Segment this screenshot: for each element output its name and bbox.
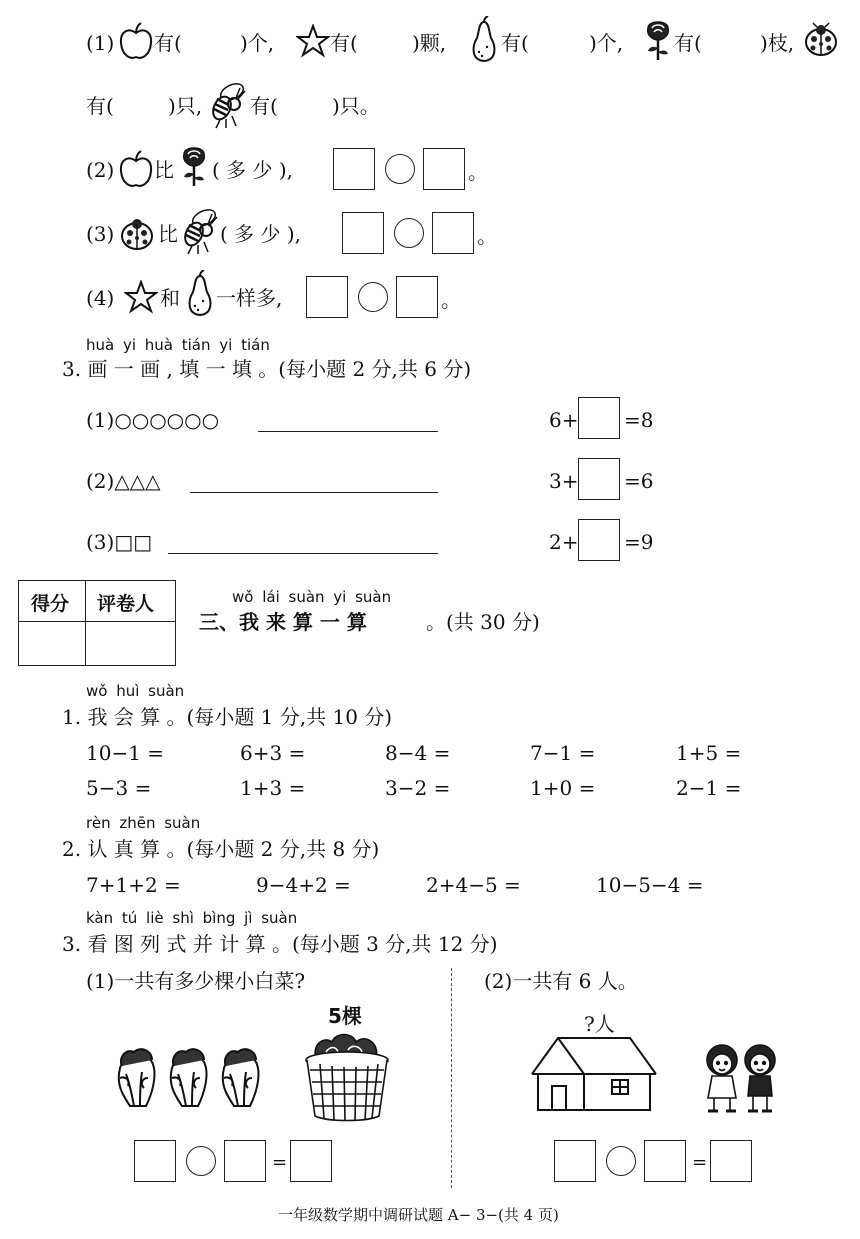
flower-icon bbox=[178, 144, 210, 188]
draw-line[interactable] bbox=[168, 553, 438, 554]
operator-circle[interactable] bbox=[358, 282, 388, 312]
q2-line1-text-h: )枝, bbox=[760, 31, 795, 55]
draw-line[interactable] bbox=[190, 492, 438, 493]
answer-box[interactable] bbox=[578, 397, 620, 439]
bee-icon bbox=[210, 78, 250, 130]
basket-count-label: 5棵 bbox=[328, 1004, 362, 1028]
answer-box[interactable] bbox=[710, 1140, 752, 1182]
q2-line1-index: (1) bbox=[86, 31, 115, 55]
operator-circle[interactable] bbox=[606, 1146, 636, 1176]
draw-item-2-eq-right: =6 bbox=[624, 469, 654, 493]
q2-sub2-options: ( 多 少 ), bbox=[212, 158, 294, 182]
bee-icon bbox=[182, 204, 222, 256]
q2-sub3-options: ( 多 少 ), bbox=[220, 222, 302, 246]
answer-box[interactable] bbox=[134, 1140, 176, 1182]
score-label: 得分 bbox=[31, 593, 70, 615]
score-table-divider bbox=[19, 621, 175, 622]
calc1-row2-item: 1+0 = bbox=[530, 776, 596, 800]
flower-icon bbox=[642, 18, 674, 62]
operator-circle[interactable] bbox=[394, 218, 424, 248]
apple-icon bbox=[118, 150, 154, 190]
answer-box[interactable] bbox=[578, 458, 620, 500]
answer-box[interactable] bbox=[644, 1140, 686, 1182]
draw-item-3-label: (3)□□ bbox=[86, 530, 153, 554]
answer-box[interactable] bbox=[578, 519, 620, 561]
calc1-row1-item: 10−1 = bbox=[86, 741, 165, 765]
basket-icon bbox=[302, 1030, 392, 1124]
draw-item-3-eq-right: =9 bbox=[624, 530, 654, 554]
q2-sub2-end: 。 bbox=[468, 160, 488, 184]
section3-pinyin: wǒ lái suàn yi suàn bbox=[232, 588, 392, 606]
q2-sub4-end: 。 bbox=[441, 288, 461, 312]
calc1-row1-item: 7−1 = bbox=[530, 741, 596, 765]
answer-box[interactable] bbox=[342, 212, 384, 254]
answer-box[interactable] bbox=[224, 1140, 266, 1182]
column-divider bbox=[451, 968, 452, 1188]
q2-sub2-index: (2) bbox=[86, 158, 115, 182]
answer-box[interactable] bbox=[306, 276, 348, 318]
section3-title: 三、我 来 算 一 算 bbox=[199, 610, 367, 634]
calc1-row2-item: 1+3 = bbox=[240, 776, 306, 800]
operator-circle[interactable] bbox=[385, 154, 415, 184]
q2-line2-text-d: )只。 bbox=[332, 94, 380, 118]
calc2-item: 2+4−5 = bbox=[426, 873, 521, 897]
q2-line2-text-a: 有( bbox=[86, 94, 114, 118]
answer-box[interactable] bbox=[290, 1140, 332, 1182]
q2-sub4-and: 和 bbox=[160, 286, 180, 310]
draw-line[interactable] bbox=[258, 431, 438, 432]
calc2-item: 7+1+2 = bbox=[86, 873, 181, 897]
ladybug-icon bbox=[118, 216, 156, 252]
star-icon bbox=[124, 280, 158, 314]
draw-item-2-label: (2)△△△ bbox=[86, 469, 161, 493]
q2-line2-text-c: 有( bbox=[250, 94, 278, 118]
calc1-row1-item: 6+3 = bbox=[240, 741, 306, 765]
children-icon bbox=[700, 1040, 784, 1114]
answer-box[interactable] bbox=[333, 148, 375, 190]
calc1-row2-item: 3−2 = bbox=[385, 776, 451, 800]
pear-icon bbox=[468, 16, 500, 64]
calc1-row2-item: 2−1 = bbox=[676, 776, 742, 800]
draw-item-1-eq-right: =8 bbox=[624, 408, 654, 432]
q2-sub3-index: (3) bbox=[86, 222, 115, 246]
calc2-title: 2. 认 真 算 。(每小题 2 分,共 8 分) bbox=[62, 837, 380, 861]
q2-sub4-same: 一样多, bbox=[216, 286, 283, 310]
pear-icon bbox=[184, 270, 216, 318]
q2-sub4-index: (4) bbox=[86, 286, 115, 310]
draw-item-3-eq-left: 2+ bbox=[549, 530, 579, 554]
calc1-title: 1. 我 会 算 。(每小题 1 分,共 10 分) bbox=[62, 705, 393, 729]
draw-item-1-eq-left: 6+ bbox=[549, 408, 579, 432]
q2-line1-text-g: 有( bbox=[674, 31, 702, 55]
calc2-item: 10−5−4 = bbox=[596, 873, 704, 897]
operator-circle[interactable] bbox=[186, 1146, 216, 1176]
calc1-row1-item: 1+5 = bbox=[676, 741, 742, 765]
q2-sub3-compare: 比 bbox=[158, 222, 178, 246]
draw-pinyin: huà yi huà tián yi tián bbox=[86, 336, 270, 354]
apple-icon bbox=[118, 22, 154, 62]
house-count-label: ?人 bbox=[584, 1012, 615, 1036]
grader-label: 评卷人 bbox=[97, 593, 155, 615]
ladybug-icon bbox=[802, 22, 840, 58]
answer-box[interactable] bbox=[554, 1140, 596, 1182]
draw-title: 3. 画 一 画 , 填 一 填 。(每小题 2 分,共 6 分) bbox=[62, 357, 472, 381]
star-icon bbox=[296, 24, 330, 58]
q2-line1-text-b: )个, bbox=[240, 31, 275, 55]
draw-item-1-label: (1)○○○○○○ bbox=[86, 408, 220, 432]
cabbage-icon bbox=[112, 1044, 272, 1110]
calc3-pinyin: kàn tú liè shì bìng jì suàn bbox=[86, 909, 298, 927]
house-icon bbox=[528, 1034, 660, 1112]
draw-item-2-eq-left: 3+ bbox=[549, 469, 579, 493]
q2-line1-text-e: 有( bbox=[501, 31, 529, 55]
calc3-title: 3. 看 图 列 式 并 计 算 。(每小题 3 分,共 12 分) bbox=[62, 932, 498, 956]
calc2-item: 9−4+2 = bbox=[256, 873, 351, 897]
equals-sign: = bbox=[692, 1152, 708, 1173]
q2-line1-text-c: 有( bbox=[330, 31, 358, 55]
answer-box[interactable] bbox=[396, 276, 438, 318]
calc3-right-question: (2)一共有 6 人。 bbox=[484, 969, 638, 993]
score-table-divider bbox=[85, 581, 86, 665]
q2-line1-text-d: )颗, bbox=[412, 31, 447, 55]
calc1-row1-item: 8−4 = bbox=[385, 741, 451, 765]
score-table bbox=[18, 580, 176, 666]
calc1-row2-item: 5−3 = bbox=[86, 776, 152, 800]
page-footer: 一年级数学期中调研试题 A− 3−(共 4 页) bbox=[278, 1206, 559, 1224]
q2-sub3-end: 。 bbox=[477, 224, 497, 248]
q2-line2-text-b: )只, bbox=[168, 94, 203, 118]
answer-box[interactable] bbox=[432, 212, 474, 254]
q2-line1-text-a: 有( bbox=[154, 31, 182, 55]
section3-note: 。(共 30 分) bbox=[426, 610, 540, 634]
answer-box[interactable] bbox=[423, 148, 465, 190]
equals-sign: = bbox=[272, 1152, 288, 1173]
q2-sub2-compare: 比 bbox=[154, 158, 174, 182]
calc1-pinyin: wǒ huì suàn bbox=[86, 682, 185, 700]
calc3-left-question: (1)一共有多少棵小白菜? bbox=[86, 969, 306, 993]
q2-line1-text-f: )个, bbox=[589, 31, 624, 55]
calc2-pinyin: rèn zhēn suàn bbox=[86, 814, 201, 832]
